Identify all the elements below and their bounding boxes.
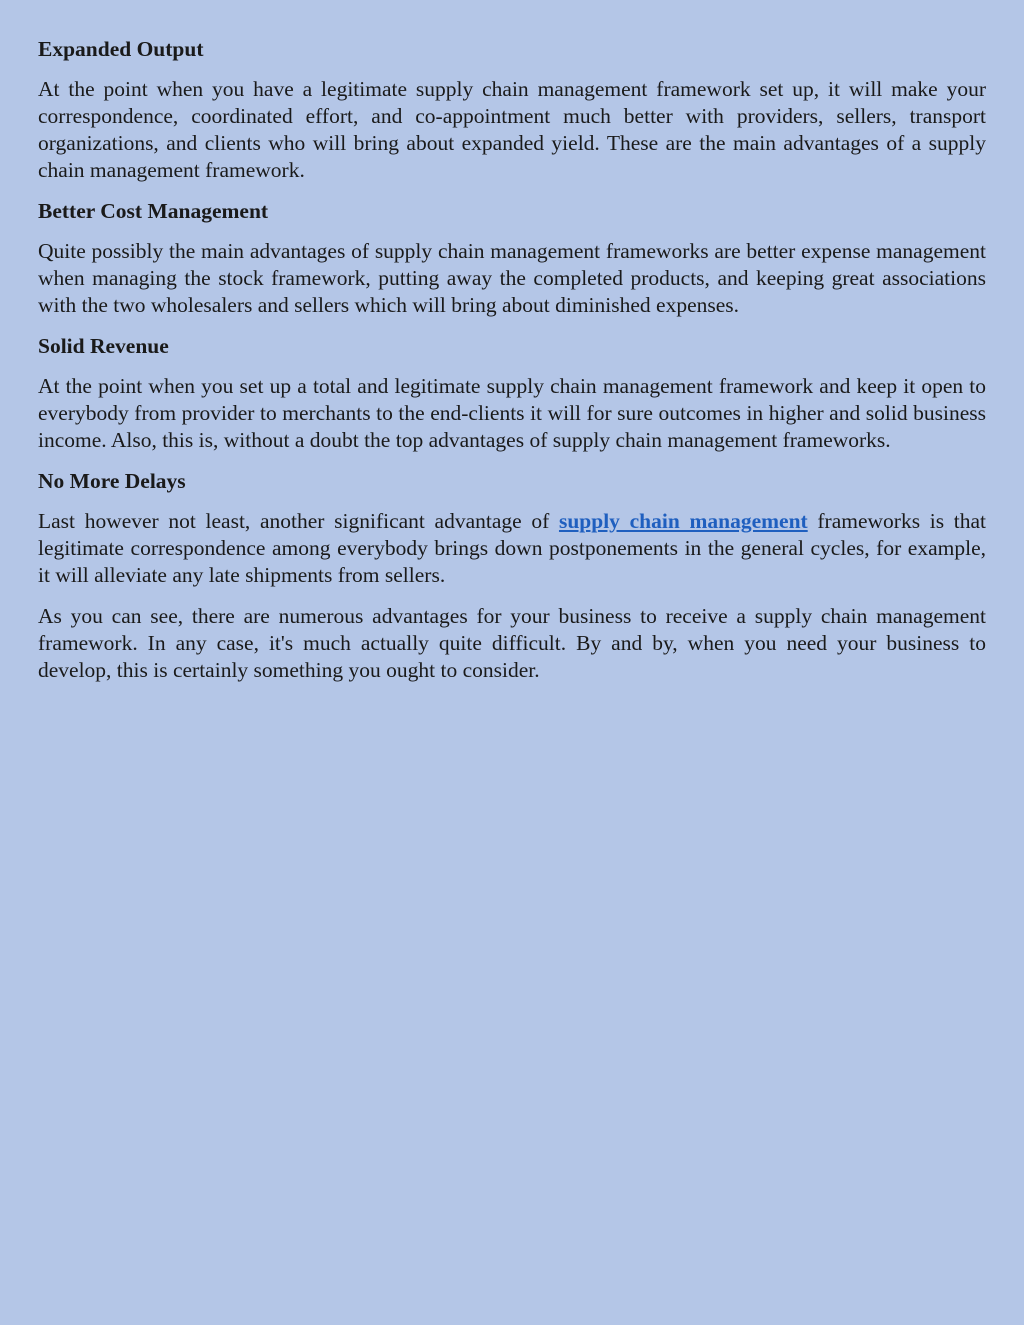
supply-chain-management-link[interactable]: supply chain management (558, 509, 808, 533)
section-paragraph-expanded-output: At the point when you have a legitimate supply chain management framework set up, it will make your correspondence, coordinated effort, and co-appointment much better with providers, sellers, transport organizations, and clients who will bring about expanded yield. These are the main advantages of a supply chain management framework. (38, 77, 986, 182)
section-paragraph-solid-revenue: At the point when you set up a total and legitimate supply chain management framework and keep it open to everybody from provider to merchants to the end-clients it will for sure outcomes in higher and solid business income. Also, this is, without a doubt the top advantages of supply chain management frameworks. (38, 374, 986, 452)
paragraph-text-before-link: Last however not least, another significant advantage of (38, 509, 559, 533)
closing-paragraph: As you can see, there are numerous advantages for your business to receive a supply chain management framework. In any case, it's much actually quite difficult. By and by, when you need your business to develop, this is certainly something you ought to consider. (38, 604, 986, 682)
section-heading-expanded-output: Expanded Output (38, 37, 204, 61)
section-paragraph-better-cost-management: Quite possibly the main advantages of supply chain management frameworks are better expense management when managing the stock framework, putting away the completed products, and keeping great associations with the two wholesalers and sellers which will bring about diminished expenses. (38, 239, 986, 317)
paragraph-text-after-link: frameworks is that legitimate correspondence among everybody brings down postponements in the general cycles, for example, it will alleviate any late shipments from sellers. (38, 509, 986, 587)
section-heading-no-more-delays: No More Delays (38, 469, 186, 493)
section-heading-better-cost-management: Better Cost Management (38, 199, 269, 223)
section-paragraph-no-more-delays (38, 508, 986, 589)
section-heading-solid-revenue: Solid Revenue (38, 334, 169, 358)
